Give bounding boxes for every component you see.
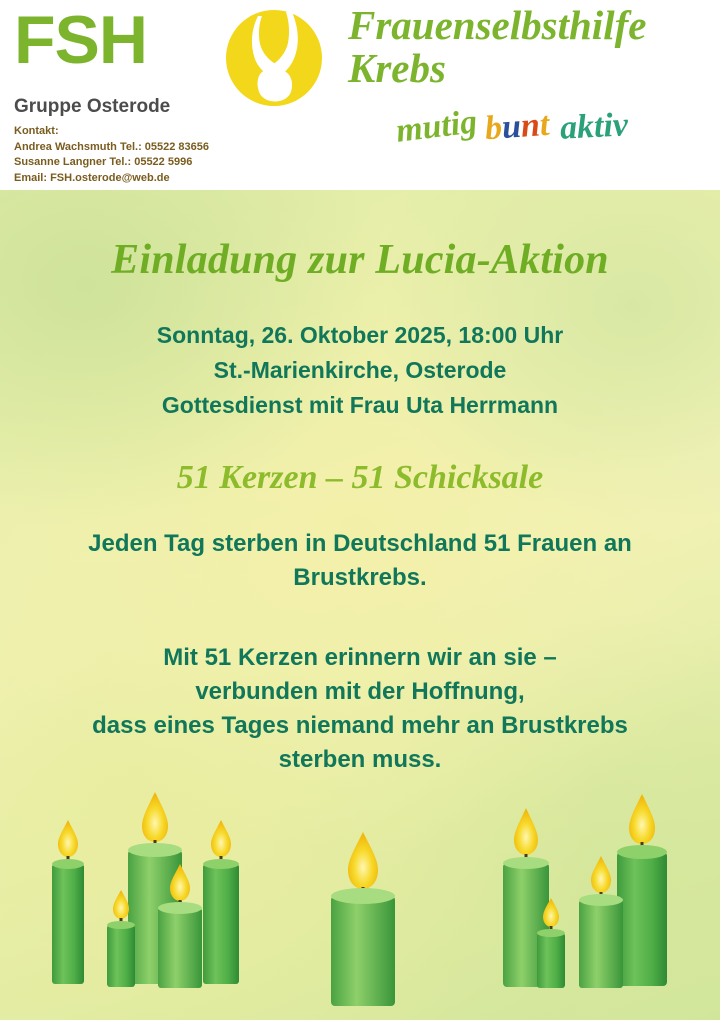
organisation-name	[348, 4, 646, 90]
claim-word-aktiv: aktiv	[558, 106, 629, 147]
claim-word-mutig: mutig	[393, 103, 480, 150]
section-subtitle: 51 Kerzen – 51 Schicksale	[176, 458, 544, 496]
contact-block	[14, 124, 209, 186]
contact-email: Email: FSH.osterode@web.de	[14, 171, 170, 184]
paragraph-statistics-line-1: Jeden Tag sterben in Deutschland 51 Frauen an	[88, 529, 632, 557]
candles-illustration	[0, 780, 720, 1020]
event-location: St.-Marienkirche, Osterode	[213, 356, 507, 383]
event-details	[24, 318, 696, 423]
paragraph-statistics	[24, 527, 696, 595]
claim-word-bunt	[484, 106, 551, 148]
fsh-logo: FSH	[14, 2, 147, 78]
claim-letter-n: n	[519, 106, 542, 145]
group-name: Gruppe Osterode	[14, 96, 171, 117]
poster-content	[0, 236, 720, 777]
paragraph-hope-line-1: Mit 51 Kerzen erinnern wir an sie –	[163, 644, 557, 672]
organisation-name-line-1: Frauenselbsthilfe	[348, 2, 647, 48]
event-service-info: Gottesdienst mit Frau Uta Herrmann	[161, 391, 559, 418]
candle-group-right	[503, 794, 667, 988]
claim-letter-u: u	[500, 107, 523, 147]
candle-center	[331, 832, 395, 1006]
claim-letter-b: b	[484, 109, 504, 148]
paragraph-hope-line-3: dass eines Tages niemand mehr an Brustkrebs	[92, 712, 628, 740]
paragraph-statistics-line-2: Brustkrebs.	[293, 563, 427, 591]
contact-line-2: Susanne Langner Tel.: 05522 5996	[14, 156, 193, 169]
event-datetime: Sonntag, 26. Oktober 2025, 18:00 Uhr	[156, 322, 564, 348]
claim-slogan	[393, 103, 706, 170]
paragraph-hope-line-2: verbunden mit der Hoffnung,	[195, 678, 525, 706]
poster-header	[0, 0, 720, 190]
paragraph-hope	[24, 641, 696, 777]
organisation-name-line-2: Krebs	[348, 45, 446, 92]
contact-line-1: Andrea Wachsmuth Tel.: 05522 83656	[14, 140, 210, 153]
claim-letter-t: t	[538, 105, 551, 144]
contact-label: Kontakt:	[14, 125, 59, 137]
page-title: Einladung zur Lucia-Aktion	[111, 237, 609, 283]
hands-sun-logo-icon	[218, 2, 330, 114]
candle-group-left	[52, 792, 239, 988]
paragraph-hope-line-4: sterben muss.	[278, 746, 442, 774]
